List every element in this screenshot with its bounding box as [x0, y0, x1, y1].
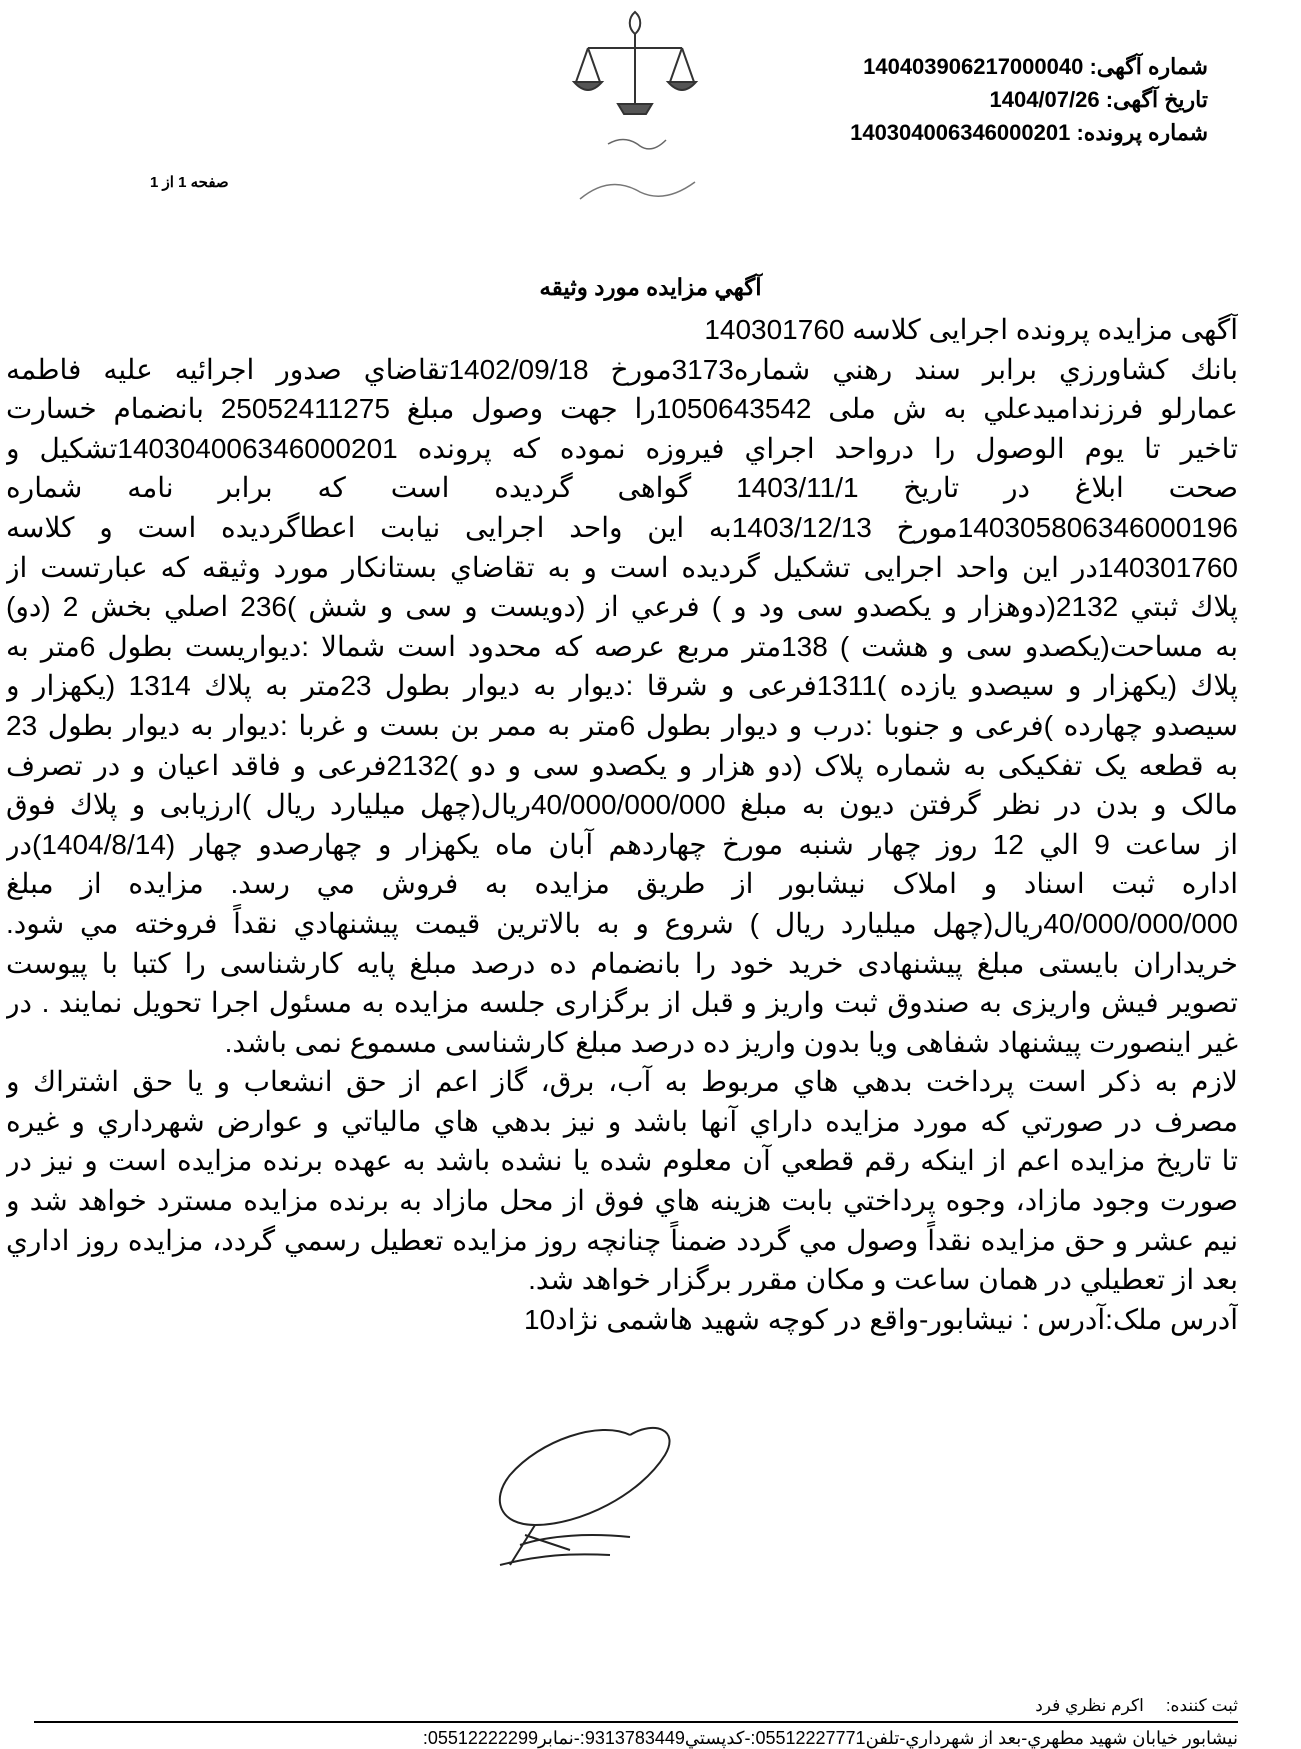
registrar-name: اکرم نظري فرد	[1035, 1696, 1144, 1715]
body-line: تا تاريخ مزايده اعم از اينكه رقم قطعي آن معلوم شده يا نشده باشد به عهده برنده مزايده است و نيز در	[6, 1145, 1238, 1177]
body-line: عمارلو فرزندامیدعلي به ش ملی 1050643542را جهت وصول مبلغ 25052411275 بانضمام خسارت	[6, 393, 1238, 425]
body-line: پلاك ثبتي 2132(دوهزار و يكصدو سی ود و ) فرعي از (دويست و سی و شش )236 اصلي بخش 2 (دو)	[6, 591, 1238, 623]
body-line: به قطعه يک تفکيکی به شماره پلاک (دو هزار و يکصدو سی و دو )2132فرعی و فاقد اعيان و در تصرف	[6, 749, 1238, 781]
judiciary-emblem-logo	[570, 4, 700, 220]
notice-body	[6, 310, 1238, 1339]
body-line: آدرس ملک:آدرس : نيشابور-واقع در كوچه شهيد هاشمی نژاد10	[523, 1303, 1238, 1335]
body-line: لازم به ذكر است پرداخت بدهي هاي مربوط به آب، برق، گاز اعم از حق انشعاب و يا حق اشتراك و	[6, 1066, 1238, 1098]
file-number	[850, 120, 1208, 146]
body-line: از ساعت 9 الي 12 روز چهار شنبه مورخ چهاردهم آبان ماه يكهزار و چهارصدو چهار (1404/8/14)در	[6, 828, 1238, 860]
body-line: بعد از تعطيلي در همان ساعت و مكان مقرر برگزار خواهد شد.	[528, 1264, 1238, 1296]
body-line: تصوير فيش واريزی به صندوق ثبت واريز و قبل از برگزاری جلسه مزايده به مسئول اجرا تحويل نمايند . در	[6, 987, 1238, 1019]
ad-number-label: شماره آگهی:	[1089, 54, 1208, 79]
body-line: پلاك (يكهزار و سيصدو يازده )1311فرعی و شرقا :ديوار به ديوار بطول 23متر به پلاك 1314 (يكهزار و	[6, 670, 1238, 702]
body-line: صورت وجود مازاد، وجوه پرداختي بابت هزينه هاي فوق از محل مازاد به برنده مزايده مسترد خواهد شد و	[6, 1185, 1238, 1217]
body-line: آگهی مزایده پرونده اجرایی کلاسه 140301760	[704, 314, 1238, 345]
registrar	[1035, 1696, 1238, 1716]
body-line: تاخير تا يوم الوصول را درواحد اجراي فيروزه نموده كه پرونده 140304006346000201تشكيل و	[6, 432, 1238, 464]
footer-address: نيشابور خيابان شهيد مطهري-بعد از شهرداري-تلفن05512227771:-کدپستي9313783449:-نمابر05512222299:	[422, 1728, 1238, 1748]
body-line: خريداران بايستی مبلغ پيشنهادی خريد خود را بانضمام ده درصد مبلغ پايه کارشناسی را کتبا با پيوست	[6, 947, 1238, 979]
body-line: 140305806346000196مورخ 1403/12/13به اين واحد اجرايی نيابت اعطاگرديده است و كلاسه	[6, 511, 1238, 543]
body-line: غير اينصورت پيشنهاد شفاهی ويا بدون واريز ده درصد مبلغ کارشناسی مسموع نمی باشد.	[224, 1026, 1238, 1058]
body-line: به مساحت(يكصدو سی و هشت ) 138متر مربع عرصه كه محدود است شمالا :ديواريست بطول 6متر به	[6, 630, 1238, 662]
footer-divider	[34, 1721, 1238, 1723]
file-number-label: شماره پرونده:	[1076, 120, 1208, 145]
body-line: سيصدو چهارده )فرعی و جنوبا :درب و ديوار بطول 6متر به ممر بن بست و غربا :ديوار به ديوار بطول 23	[6, 709, 1238, 741]
file-number-value: 140304006346000201	[850, 120, 1071, 145]
ad-date-label: تاریخ آگهی:	[1105, 87, 1208, 112]
body-line: مصرف در صورتي كه مورد مزايده داراي آنها باشد و نيز بدهي هاي مالياتي و عوارض شهرداري و غيره	[6, 1105, 1238, 1137]
body-line: نيم عشر و حق مزايده نقداً وصول مي گردد ضمناً چنانچه روز مزايده تعطيل رسمي گردد، مزايده روز اداري	[6, 1224, 1238, 1256]
document-title: آگهي مزايده مورد وثيقه	[539, 274, 762, 300]
body-line: صحت ابلاغ در تاريخ 1403/11/1 گواهی گرديده است كه برابر نامه شماره	[6, 472, 1238, 504]
registrar-label: ثبت کننده:	[1165, 1696, 1238, 1715]
page-indicator: صفحه 1 از 1	[150, 174, 229, 191]
body-line: بانك كشاورزي برابر سند رهني شماره3173مورخ 1402/09/18تقاضاي صدور اجرائيه عليه فاطمه	[6, 353, 1238, 385]
body-line: اداره ثبت اسناد و املاک نيشابور از طريق مزايده به فروش مي رسد. مزايده از مبلغ	[6, 868, 1238, 900]
ad-number	[863, 54, 1208, 80]
ad-date-value: 1404/07/26	[989, 87, 1100, 112]
body-line: 140301760در اين واحد اجرايی تشكيل گرديده است و به تقاضاي بستانكار مورد وثيقه كه عبارتست از	[6, 551, 1238, 583]
handwritten-signature	[480, 1415, 680, 1575]
body-line: 40/000/000/000ريال(چهل ميليارد ريال ) شروع و به بالاترين قيمت پيشنهادي نقداً فروخته مي شود.	[6, 907, 1238, 939]
body-line: مالک و بدن در نظر گرفتن ديون به مبلغ 40/000/000/000ريال(چهل ميليارد ريال )ارزيابی و پلاك فوق	[6, 789, 1238, 821]
ad-date	[989, 87, 1208, 113]
ad-number-value: 140403906217000040	[863, 54, 1084, 79]
